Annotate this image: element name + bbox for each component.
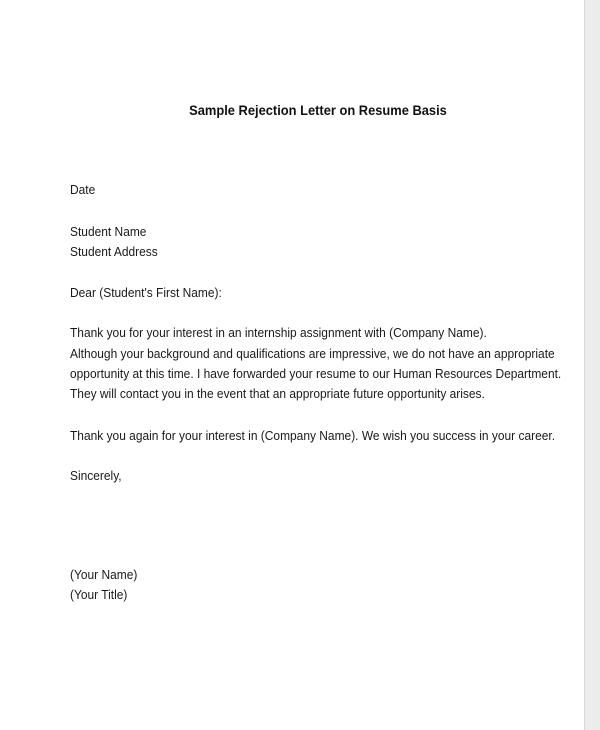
- body-line: Although your background and qualifications are impressive, we do not have an appropriate: [70, 346, 555, 361]
- recipient-name: Student Name: [70, 224, 147, 239]
- body-line: They will contact you in the event that an appropriate future opportunity arises.: [70, 386, 485, 401]
- signature-title: (Your Title): [70, 587, 128, 602]
- body-line: Thank you for your interest in an internship assignment with (Company Name).: [70, 325, 487, 340]
- salutation: Dear (Student's First Name):: [70, 285, 222, 300]
- document-title: Sample Rejection Letter on Resume Basis: [189, 102, 447, 118]
- body-closing-paragraph: Thank you again for your interest in (Company Name). We wish you success in your career.: [70, 428, 556, 443]
- recipient-address: Student Address: [70, 244, 158, 259]
- body-line: opportunity at this time. I have forwarded your resume to our Human Resources Department.: [70, 366, 562, 381]
- page-edge: [584, 0, 600, 730]
- closing: Sincerely,: [70, 468, 122, 483]
- date-line: Date: [70, 182, 96, 197]
- signature-name: (Your Name): [70, 567, 138, 582]
